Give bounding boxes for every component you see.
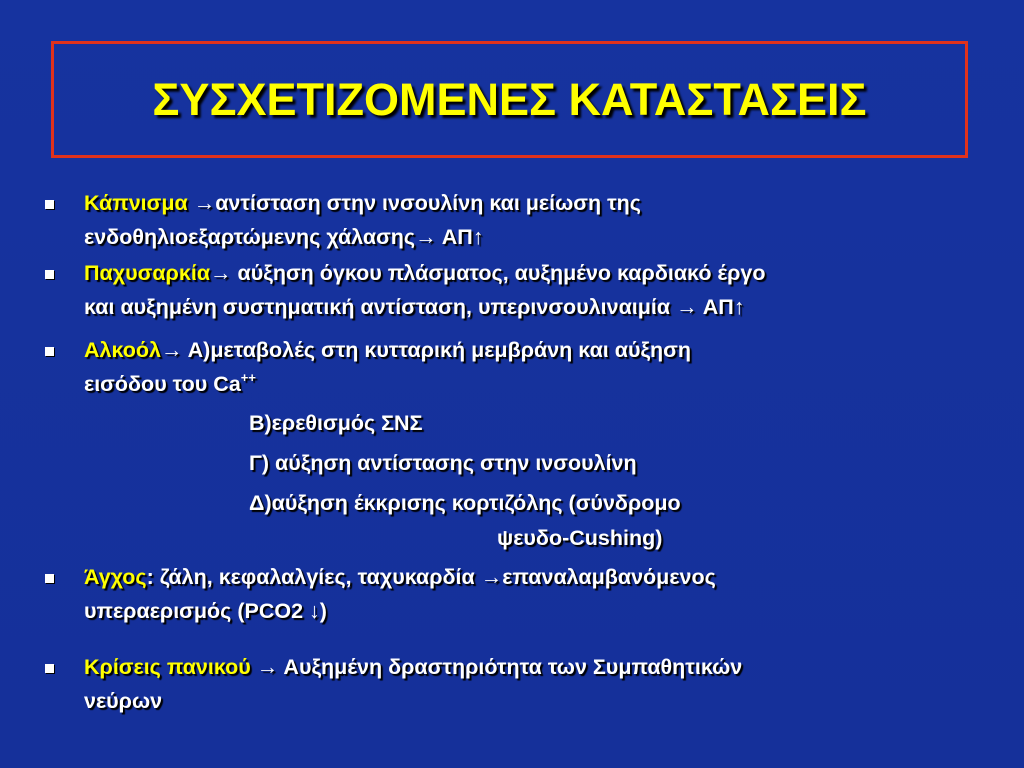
bullet-marker-panic: [45, 664, 54, 673]
alcohol-line-2: [84, 370, 256, 396]
bullet-marker-anxiety: [45, 574, 54, 583]
anxiety-keyword: Άγχος: [84, 565, 147, 589]
smoking-line-1: [84, 193, 641, 215]
calcium-charge: ++: [240, 370, 256, 385]
alcohol-item-c: Γ) αύξηση αντίστασης στην ινσουλίνη: [249, 451, 637, 475]
alcohol-item-b: Β)ερεθισμός ΣΝΣ: [249, 411, 423, 435]
smoking-line-2: ενδοθηλιοεξαρτώμενης χάλασης→ ΑΠ↑: [84, 225, 484, 249]
alcohol-item-d-continued: ψευδο-Cushing): [497, 526, 663, 550]
smoking-keyword: Κάπνισμα: [84, 191, 188, 215]
panic-text-1: → Αυξημένη δραστηριότητα των Συμπαθητικών: [250, 655, 743, 679]
anxiety-text-1: : ζάλη, κεφαλαλγίες, ταχυκαρδία →επαναλαμβανόμενος: [146, 565, 716, 589]
alcohol-keyword: Αλκοόλ: [84, 338, 161, 362]
obesity-text-1: → αύξηση όγκου πλάσματος, αυξημένο καρδιακό έργο: [210, 261, 766, 285]
obesity-line-2: και αυξημένη συστηματική αντίσταση, υπερινσουλιναιμία → ΑΠ↑: [84, 295, 745, 319]
alcohol-item-d: Δ)αύξηση έκκρισης κορτιζόλης (σύνδρομο: [249, 491, 681, 515]
anxiety-line-1: [84, 567, 716, 589]
bullet-marker-smoking: [45, 200, 54, 209]
alcohol-text-1: → Α)μεταβολές στη κυτταρική μεμβράνη και αύξηση: [160, 338, 692, 362]
panic-keyword: Κρίσεις πανικού: [84, 655, 251, 679]
panic-line-1: [84, 657, 742, 679]
obesity-line-1: [84, 263, 766, 285]
bullet-marker-alcohol: [45, 347, 54, 356]
anxiety-line-2: υπεραερισμός (PCO2 ↓): [84, 599, 327, 623]
panic-line-2: νεύρων: [84, 689, 163, 713]
slide-title: ΣΥΣΧΕΤΙΖΟΜΕΝΕΣ ΚΑΤΑΣΤΑΣΕΙΣ: [152, 73, 867, 125]
alcohol-line-1: [84, 340, 691, 362]
smoking-text-1: →αντίσταση στην ινσουλίνη και μείωση της: [187, 191, 641, 215]
bullet-marker-obesity: [45, 270, 54, 279]
obesity-keyword: Παχυσαρκία: [84, 261, 211, 285]
alcohol-text-2: εισόδου του Ca: [84, 372, 241, 396]
